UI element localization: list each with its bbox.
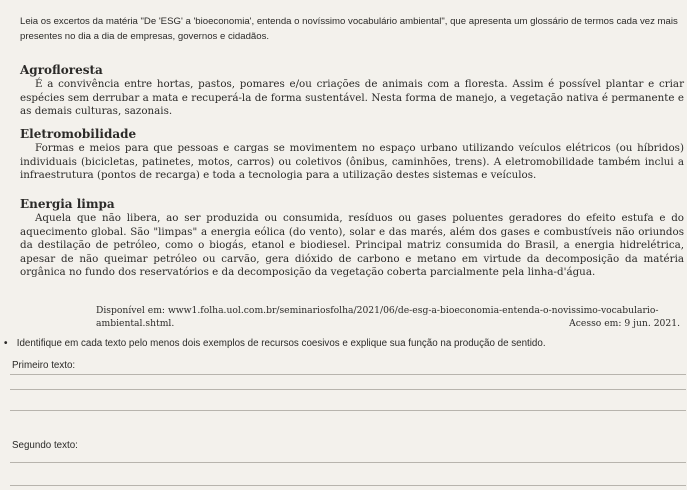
glossary-entry-energia-limpa: [20, 196, 684, 280]
glossary-definition: Formas e meios para que pessoas e cargas se movimentem no espaço urbano utilizando veículos elétricos (ou híbridos) individuais (bicicletas, patinetes, motos, carros) ou coletivos (ônibus, caminhões, trens). A eletromobilidade também inclui a infraestrutura (pontos de recarga) e toda a tecnologia para a utilização destes sistemas e veículos.: [20, 142, 684, 182]
source-citation: [20, 304, 680, 330]
question-text: Identifique em cada texto pelo menos dois exemplos de recursos coesivos e explique sua função na produção de sentido.: [16, 338, 546, 349]
source-url: Disponível em: www1.folha.uol.com.br/seminariosfolha/2021/06/de-esg-a-bioeconomia-entenda-o-novissimo-vocabulario-ambiental.shtml.: [96, 305, 659, 329]
glossary-term: Agrofloresta: [20, 63, 103, 77]
bullet-icon: •: [4, 338, 8, 349]
answer-line[interactable]: [10, 374, 686, 375]
second-answer-label: Segundo texto:: [12, 440, 78, 451]
glossary-term: Energia limpa: [20, 197, 115, 211]
glossary-definition: Aquela que não libera, ao ser produzida ou consumida, resíduos ou gases poluentes geradores do efeito estufa e do aquecimento global. São "limpas" a energia eólica (do vento), solar e das marés, além dos gases e combustíveis não oriundos da destilação de petróleo, como o biogás, etanol e biodiesel. Principal matriz consumida do Brasil, a energia hidrelétrica, apesar de não queimar petróleo ou carvão, gera dióxido de carbono e metano em virtude da decomposição da matéria orgânica no fundo dos reservatórios e da decomposição da vegetação coberta parcialmente pela linha-d'água.: [20, 212, 684, 279]
glossary-entry-agrofloresta: [20, 62, 684, 119]
first-answer-label: Primeiro texto:: [12, 360, 76, 371]
answer-line[interactable]: [10, 462, 686, 463]
question-prompt: [4, 338, 684, 349]
access-date: Acesso em: 9 jun. 2021.: [569, 318, 680, 329]
intro-paragraph: Leia os excertos da matéria "De 'ESG' a 'bioeconomia', entenda o novíssimo vocabulário ambiental", que apresenta um glossário de termos cada vez mais presentes no dia a dia de empresas, governos e cidadãos.: [20, 16, 678, 42]
glossary-entry-eletromobilidade: [20, 126, 684, 183]
answer-line[interactable]: [10, 389, 686, 390]
answer-line[interactable]: [10, 410, 686, 411]
glossary-definition: É a convivência entre hortas, pastos, pomares e/ou criações de animais com a floresta. Assim é possível plantar e criar espécies sem derrubar a mata e recuperá-la de forma sustentável. Nesta forma de manejo, a vegetação nativa é permanente e as demais culturas, sazonais.: [20, 78, 684, 118]
glossary-term: Eletromobilidade: [20, 127, 137, 141]
answer-line[interactable]: [10, 485, 686, 486]
